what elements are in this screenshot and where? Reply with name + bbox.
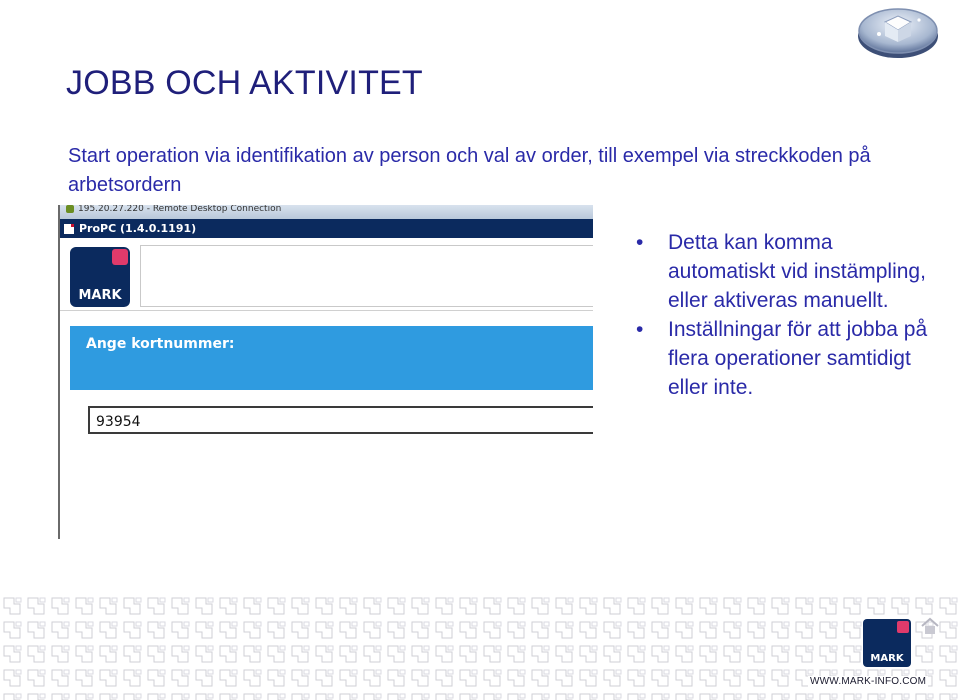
- bullet-list: [636, 228, 936, 402]
- footer-url[interactable]: WWW.MARK-INFO.COM: [810, 676, 927, 687]
- app-title: ProPC (1.4.0.1191): [79, 222, 197, 235]
- remote-desktop-icon: [66, 205, 74, 213]
- card-number-input[interactable]: 93954: [88, 406, 593, 434]
- bullet-dot-icon: •: [636, 231, 644, 254]
- bullet-text: Detta kan komma automatiskt vid instämpling, eller aktiveras manuellt.: [668, 231, 926, 312]
- remote-desktop-titlebar: [60, 205, 593, 219]
- app-screenshot: [58, 205, 593, 539]
- header-info-box: [140, 245, 593, 307]
- app-header: [60, 238, 593, 311]
- decorative-globe-logo-icon: [855, 2, 941, 60]
- footer-mark-logo-icon: [863, 619, 911, 667]
- slide-subtitle: Start operation via identifikation av person och val av order, till exempel via streckkoden på arbetsordern: [68, 145, 871, 196]
- bullet-item: [636, 315, 936, 402]
- bullet-item: [636, 228, 936, 315]
- app-titlebar: [60, 219, 593, 238]
- home-icon[interactable]: [920, 616, 940, 636]
- mark-logo-text: MARK: [78, 288, 122, 303]
- slide-title: JOBB OCH AKTIVITET: [66, 64, 423, 102]
- card-prompt-panel: [70, 326, 593, 390]
- bullet-text: Inställningar för att jobba på flera operationer samtidigt eller inte.: [668, 318, 928, 399]
- mark-logo-icon: [70, 247, 130, 307]
- card-number-label: Ange kortnummer:: [86, 336, 235, 352]
- app-logo-icon: [64, 224, 74, 234]
- rdp-title: 195.20.27.220 - Remote Desktop Connection: [78, 205, 282, 214]
- bullet-dot-icon: •: [636, 318, 644, 341]
- footer-logo-text: MARK: [870, 653, 904, 664]
